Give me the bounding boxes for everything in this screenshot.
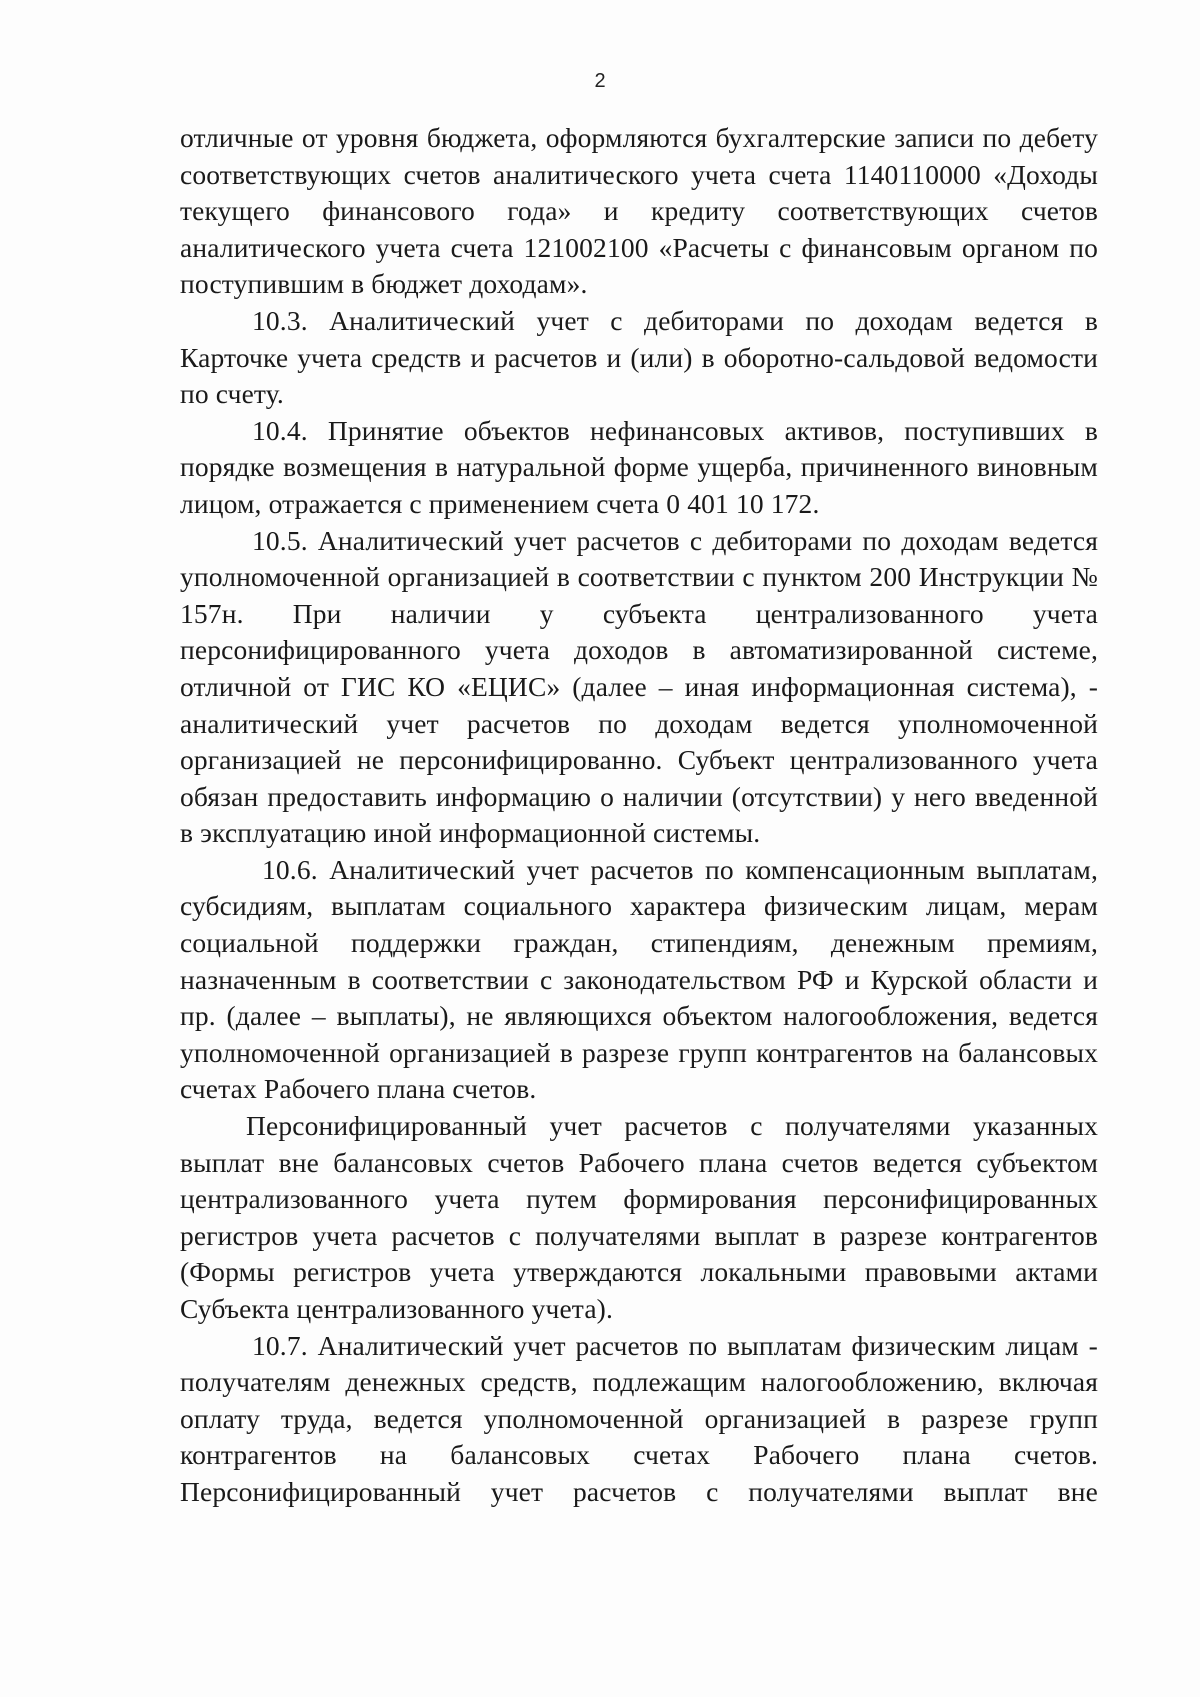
paragraph-personified-accounting: Персонифицированный учет расчетов с получателями указанных выплат вне балансовых счетов Рабочего плана счетов ведется субъектом централизованного учета путем формирования персонифицированных регистров учета расчетов с получателями выплат в разрезе контрагентов (Формы регистров учета утверждаются локальными правовыми актами Субъекта централизованного учета).: [180, 1110, 1098, 1324]
paragraph-10-3: 10.3. Аналитический учет с дебиторами по доходам ведется в Карточке учета средств и расчетов и (или) в оборотно-сальдовой ведомости по счету.: [180, 304, 1098, 410]
document-body: [180, 120, 1098, 1511]
paragraph-10-5: 10.5. Аналитический учет расчетов с дебиторами по доходам ведется уполномоченной организацией в соответствии с пунктом 200 Инструкции № 157н. При наличии у субъекта централизованного учета персонифицированного учета доходов в автоматизированной системе, отличной от ГИС КО «ЕЦИС» (далее – иная информационная система), - аналитический учет расчетов по доходам ведется уполномоченной организацией не персонифицированно. Субъект централизованного учета обязан предоставить информацию о наличии (отсутствии) у него введенной в эксплуатацию иной информационной системы.: [180, 524, 1098, 849]
paragraph-10-6: 10.6. Аналитический учет расчетов по компенсационным выплатам, субсидиям, выплатам социального характера физическим лицам, мерам социальной поддержки граждан, стипендиям, денежным премиям, назначенным в соответствии с законодательством РФ и Курской области и пр. (далее – выплаты), не являющихся объектом налогообложения, ведется уполномоченной организацией в разрезе групп контрагентов на балансовых счетах Рабочего плана счетов.: [180, 853, 1098, 1105]
page-number: 2: [594, 70, 606, 92]
paragraph-10-7: 10.7. Аналитический учет расчетов по выплатам физическим лицам - получателям денежных средств, подлежащим налогообложению, включая оплату труда, ведется уполномоченной организацией в разрезе групп контрагентов на балансовых счетах Рабочего плана счетов. Персонифицированный учет расчетов с получателями выплат вне: [180, 1329, 1098, 1507]
paragraph-continuation: отличные от уровня бюджета, оформляются бухгалтерские записи по дебету соответствующих счетов аналитического учета счета 1140110000 «Доходы текущего финансового года» и кредиту соответствующих счетов аналитического учета счета 121002100 «Расчеты с финансовым органом по поступившим в бюджет доходам».: [180, 122, 1098, 300]
paragraph-10-4: 10.4. Принятие объектов нефинансовых активов, поступивших в порядке возмещения в натуральной форме ущерба, причиненного виновным лицом, отражается с применением счета 0 401 10 172.: [180, 414, 1098, 519]
